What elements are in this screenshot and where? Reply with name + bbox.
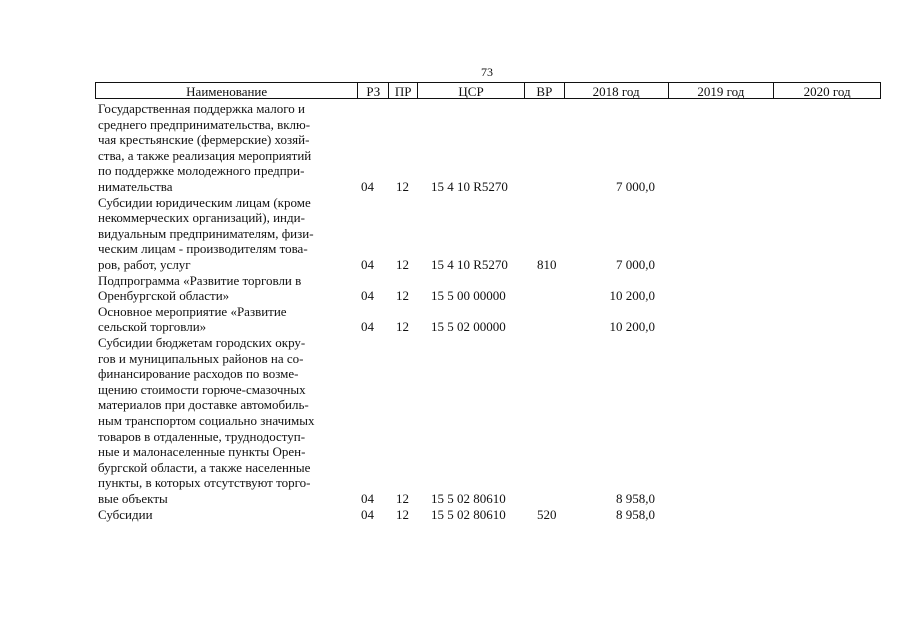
row-rz: 04 xyxy=(361,179,374,194)
row-name-line: ства, а также реализация мероприятий xyxy=(98,147,312,163)
row-name-line: пункты, в которых отсутствуют торго- xyxy=(98,475,311,491)
row-pr: 12 xyxy=(396,490,409,506)
table-header xyxy=(95,82,881,99)
row-name-line: щению стоимости горюче-смазочных xyxy=(98,381,306,397)
row-rz: 04 xyxy=(361,490,374,506)
row-name-line: видуальным предпринимателям, физи- xyxy=(98,225,314,241)
row-name-line: некоммерческих организаций), инди- xyxy=(98,210,305,226)
header-rz: РЗ xyxy=(357,83,388,98)
header-pr: ПР xyxy=(388,83,417,98)
row-pr: 12 xyxy=(396,319,409,335)
table-row xyxy=(0,335,905,507)
row-y2018: 10 200,0 xyxy=(609,319,655,335)
header-name: Наименование xyxy=(186,84,268,99)
row-name-line: Подпрограмма «Развитие торговли в xyxy=(98,272,302,288)
row-rz: 04 xyxy=(361,506,374,522)
row-name-line: Субсидии xyxy=(98,506,153,522)
row-name-line: чая крестьянские (фермерские) хозяй- xyxy=(98,132,310,148)
row-name-line: ным транспортом социально значимых xyxy=(98,412,315,428)
row-name-line: товаров в отдаленные, труднодоступ- xyxy=(98,428,306,444)
row-name-line: ческим лицам - производителям това- xyxy=(98,241,308,257)
row-name-line: ров, работ, услуг xyxy=(98,256,191,272)
row-name-line: Субсидии юридическим лицам (кроме xyxy=(98,194,311,210)
row-name-line: по поддержке молодежного предпри- xyxy=(98,163,305,179)
row-csr: 15 5 00 00000 xyxy=(431,288,506,304)
row-name-line: Государственная поддержка малого и xyxy=(98,101,305,116)
row-y2018: 8 958,0 xyxy=(616,506,655,522)
header-2019: 2019 год xyxy=(668,83,774,98)
row-name-line: материалов при доставке автомобиль- xyxy=(98,397,309,413)
row-name xyxy=(98,335,348,507)
table-row xyxy=(0,195,905,273)
row-y2018: 7 000,0 xyxy=(616,179,655,194)
row-name xyxy=(98,101,348,195)
table-row xyxy=(0,304,905,335)
row-vr: 520 xyxy=(537,506,557,522)
row-name-line: Субсидии бюджетам городских окру- xyxy=(98,334,306,350)
row-name-line: вые объекты xyxy=(98,490,168,506)
row-name xyxy=(98,507,348,523)
table-body xyxy=(0,101,905,522)
row-y2018: 7 000,0 xyxy=(616,256,655,272)
row-name-line: нимательства xyxy=(98,178,173,194)
row-name-line: гов и муниципальных районов на со- xyxy=(98,350,304,366)
row-pr: 12 xyxy=(396,256,409,272)
row-rz: 04 xyxy=(361,288,374,304)
row-csr: 15 4 10 R5270 xyxy=(431,179,508,194)
header-csr: ЦСР xyxy=(417,83,524,98)
table-row xyxy=(0,101,905,195)
row-name xyxy=(98,273,348,304)
row-rz: 04 xyxy=(361,256,374,272)
row-name-line: сельской торговли» xyxy=(98,319,207,335)
row-name-line: Основное мероприятие «Развитие xyxy=(98,303,287,319)
row-y2018: 8 958,0 xyxy=(616,490,655,506)
row-rz: 04 xyxy=(361,319,374,335)
row-name-line: ные и малонаселенные пункты Орен- xyxy=(98,444,306,460)
table-row xyxy=(0,507,905,523)
row-name-line: Оренбургской области» xyxy=(98,288,230,304)
row-pr: 12 xyxy=(396,506,409,522)
table-row xyxy=(0,273,905,304)
page-number: 73 xyxy=(481,65,493,79)
row-csr: 15 5 02 80610 xyxy=(431,506,506,522)
row-vr: 810 xyxy=(537,256,557,272)
row-name-line: бургской области, а также населенные xyxy=(98,459,311,475)
row-name-line: финансирование расходов по возме- xyxy=(98,366,299,382)
row-csr: 15 5 02 80610 xyxy=(431,490,506,506)
header-2018: 2018 год xyxy=(564,83,668,98)
header-vr: ВР xyxy=(524,83,564,98)
row-name-line: среднего предпринимательства, вклю- xyxy=(98,116,311,132)
row-csr: 15 5 02 00000 xyxy=(431,319,506,335)
row-pr: 12 xyxy=(396,179,409,194)
row-name xyxy=(98,304,348,335)
row-y2018: 10 200,0 xyxy=(609,288,655,304)
row-csr: 15 4 10 R5270 xyxy=(431,256,508,272)
row-pr: 12 xyxy=(396,288,409,304)
row-name xyxy=(98,195,348,273)
header-2020: 2020 год xyxy=(773,83,880,98)
